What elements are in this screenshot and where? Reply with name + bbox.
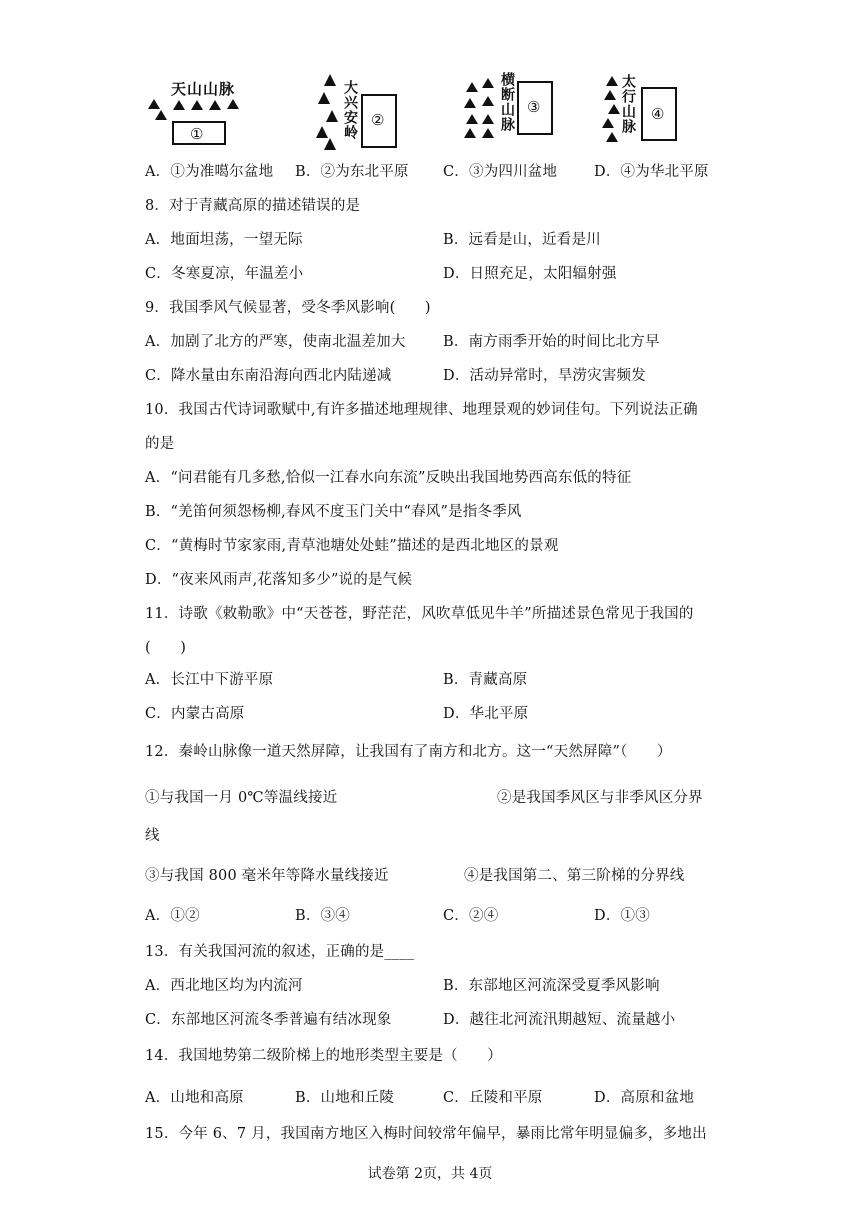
region-marker: ③ <box>527 98 541 116</box>
q13-option-d[interactable]: D．越往北河流汛期越短、流量越小 <box>443 1012 676 1028</box>
q10-option-c[interactable]: C．“黄梅时节家家雨,青草池塘处处蛙”描述的是西北地区的景观 <box>145 538 559 554</box>
q12-item-1: ①与我国一月 0℃等温线接近 <box>145 790 338 806</box>
diagram-daxinganling <box>312 70 402 152</box>
q12-option-c[interactable]: C．②④ <box>443 908 499 924</box>
q10-stem-line1: 10．我国古代诗词歌赋中,有许多描述地理规律、地理景观的妙词佳句。下列说法正确 <box>145 402 698 418</box>
q12-stem: 12．秦岭山脉像一道天然屏障，让我国有了南方和北方。这一“天然屏障”（ ） <box>145 744 672 760</box>
q8-option-a[interactable]: A．地面坦荡，一望无际 <box>145 232 303 248</box>
q14-stem: 14．我国地势第二级阶梯上的地形类型主要是（ ） <box>145 1048 502 1064</box>
region-marker: ① <box>190 125 204 143</box>
diagram-label: 大兴安岭 <box>342 80 358 140</box>
region-marker: ④ <box>651 105 665 123</box>
q9-stem: 9．我国季风气候显著，受冬季风影响( ) <box>145 300 431 316</box>
q14-option-a[interactable]: A．山地和高原 <box>145 1090 244 1106</box>
q12-item-3: ③与我国 800 毫米年等降水量线接近 <box>145 868 389 884</box>
q11-stem-line1: 11．诗歌《敕勒歌》中“天苍苍，野茫茫，风吹草低见牛羊”所描述景色常见于我国的 <box>145 606 694 622</box>
q8-option-c[interactable]: C．冬寒夏凉，年温差小 <box>145 266 304 282</box>
q9-option-c[interactable]: C．降水量由东南沿海向西北内陆递减 <box>145 368 392 384</box>
q14-option-c[interactable]: C．丘陵和平原 <box>443 1090 543 1106</box>
diagram-taihang <box>598 70 698 145</box>
q12-option-b[interactable]: B．③④ <box>295 908 350 924</box>
q13-option-a[interactable]: A．西北地区均为内流河 <box>145 978 303 994</box>
q11-option-a[interactable]: A．长江中下游平原 <box>145 672 274 688</box>
q8-option-d[interactable]: D．日照充足，太阳辐射强 <box>443 266 617 282</box>
q12-item-2-cont: 线 <box>145 828 160 844</box>
q8-option-b[interactable]: B．远看是山，近看是川 <box>443 232 601 248</box>
q9-option-d[interactable]: D．活动异常时，旱涝灾害频发 <box>443 368 646 384</box>
q7-option-a[interactable]: A．①为准噶尔盆地 <box>145 164 274 180</box>
q14-option-b[interactable]: B．山地和丘陵 <box>295 1090 395 1106</box>
q15-stem: 15．今年 6、7 月，我国南方地区入梅时间较常年偏早，暴雨比常年明显偏多，多地出 <box>145 1126 707 1142</box>
q12-option-d[interactable]: D．①③ <box>594 908 650 924</box>
q7-option-c[interactable]: C．③为四川盆地 <box>443 164 558 180</box>
q10-option-d[interactable]: D．“夜来风雨声,花落知多少”说的是气候 <box>145 572 413 588</box>
q12-item-4: ④是我国第二、第三阶梯的分界线 <box>464 868 685 884</box>
q11-option-d[interactable]: D．华北平原 <box>443 706 529 722</box>
q13-stem: 13．有关我国河流的叙述，正确的是____ <box>145 944 415 960</box>
q13-option-c[interactable]: C．东部地区河流冬季普遍有结冰现象 <box>145 1012 392 1028</box>
q9-option-b[interactable]: B．南方雨季开始的时间比北方早 <box>443 334 660 350</box>
q11-stem-line2: ( ) <box>145 640 187 656</box>
diagram-label: 横断山脉 <box>499 72 515 132</box>
mountain-symbols <box>598 70 698 145</box>
q10-option-a[interactable]: A．“问君能有几多愁,恰似一江春水向东流”反映出我国地势西高东低的特征 <box>145 470 632 486</box>
q11-option-b[interactable]: B．青藏高原 <box>443 672 528 688</box>
q7-option-d[interactable]: D．④为华北平原 <box>594 164 709 180</box>
q14-option-d[interactable]: D．高原和盆地 <box>594 1090 695 1106</box>
page-footer: 试卷第 2页，共 4页 <box>367 1166 493 1182</box>
q13-option-b[interactable]: B．东部地区河流深受夏季风影响 <box>443 978 660 994</box>
q12-item-2: ②是我国季风区与非季风区分界 <box>497 790 703 806</box>
q7-option-b[interactable]: B．②为东北平原 <box>295 164 409 180</box>
q9-option-a[interactable]: A．加剧了北方的严寒，使南北温差加大 <box>145 334 406 350</box>
diagram-label: 天山山脉 <box>171 80 236 98</box>
q10-stem-line2: 的是 <box>145 436 175 452</box>
q11-option-c[interactable]: C．内蒙古高原 <box>145 706 245 722</box>
diagram-label: 太行山脉 <box>620 74 636 134</box>
diagram-hengduan <box>460 70 560 140</box>
region-marker: ② <box>371 111 385 129</box>
q12-option-a[interactable]: A．①② <box>145 908 200 924</box>
diagram-tianshan <box>145 70 245 150</box>
q8-stem: 8．对于青藏高原的描述错误的是 <box>145 198 361 214</box>
q10-option-b[interactable]: B．“羌笛何须怨杨柳,春风不度玉门关中“春风”是指冬季风 <box>145 504 522 520</box>
